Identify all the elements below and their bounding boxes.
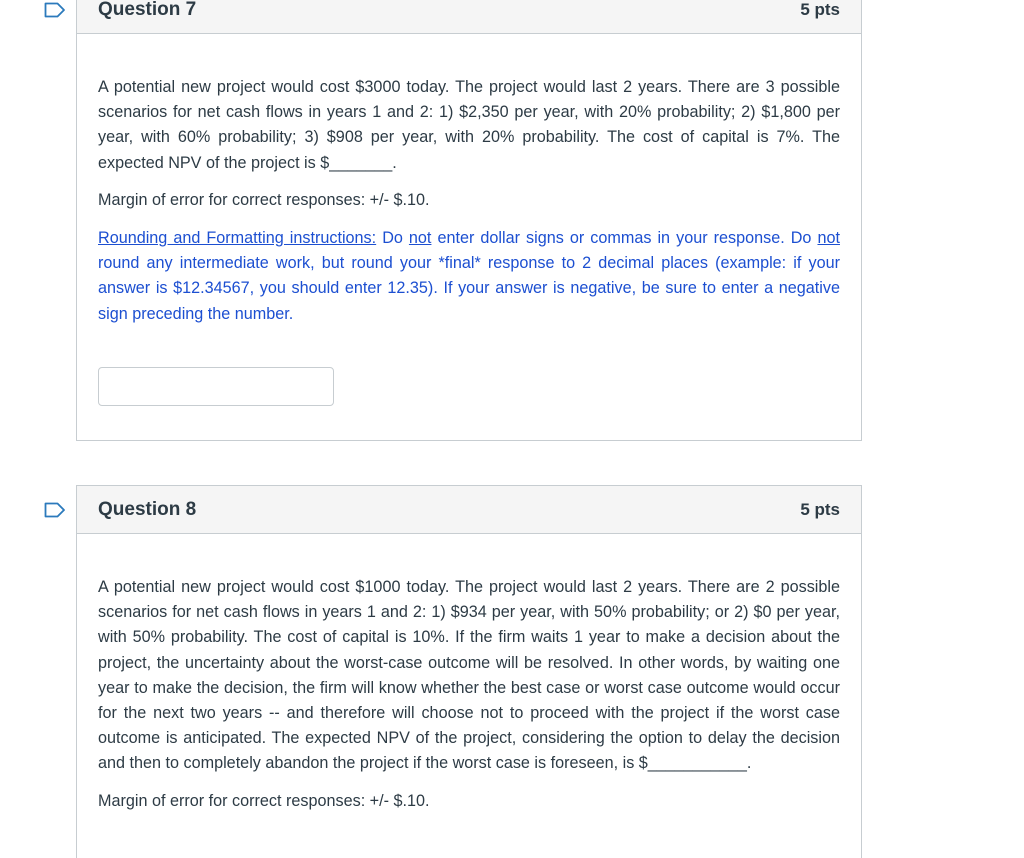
- margin-of-error: Margin of error for correct responses: +/- $.10.: [98, 190, 430, 209]
- rounding-label: Rounding and Formatting instructions:: [98, 229, 377, 248]
- question-text: A potential new project would cost $3000 today. The project would last 2 years. There are 3 possible scenarios for net cash flows in years 1 and 2: 1) $2,350 per year, with 20% probability; 2) $1,800 per year, with 60% probability; 3) $908 per year, with 20% probability. The cost of capital is 7%. The expected NPV of the project is $_______.: [98, 78, 840, 172]
- question-text: A potential new project would cost $1000 today. The project would last 2 years. There are 2 possible scenarios for net cash flows in years 1 and 2: 1) $934 per year, with 50% probability; or 2) $0 per year, with 50% probability. The cost of capital is 10%. If the firm waits 1 year to make a decision about the project, the uncertainty about the worst-case outcome will be resolved. In other words, by waiting one year to make the decision, the firm will know whether the best case or worst case outcome would occur for the next two years -- and therefore will choose not to proceed with the project if the worst case outcome is anticipated. The expected NPV of the project, considering the option to delay the decision and then to completely abandon the project if the worst case is foreseen, is $___________.: [98, 578, 840, 773]
- emphasis-not-1: not: [408, 229, 432, 248]
- question-body: [77, 34, 861, 406]
- question-title: Question 8: [98, 499, 197, 520]
- margin-of-error: Margin of error for correct responses: +/- $.10.: [98, 791, 430, 810]
- emphasis-not-2: not: [817, 229, 840, 248]
- question-8: [76, 485, 862, 858]
- question-points: 5 pts: [800, 0, 840, 19]
- flag-question-7-icon[interactable]: [44, 2, 66, 18]
- question-header: [77, 486, 861, 534]
- question-points: 5 pts: [800, 500, 840, 519]
- question-title: Question 7: [98, 0, 197, 20]
- rounding-text-2: enter dollar signs or commas in your response. Do: [431, 229, 818, 248]
- question-header: [77, 0, 861, 34]
- answer-input[interactable]: [98, 367, 334, 406]
- question-7: [76, 0, 862, 441]
- answer-wrapper: [98, 367, 840, 406]
- rounding-text-1: Do: [376, 229, 409, 248]
- flag-question-8-icon[interactable]: [44, 502, 66, 518]
- question-body: [77, 534, 861, 814]
- rounding-instructions: [98, 226, 840, 327]
- rounding-text-3: round any intermediate work, but round your *final* response to 2 decimal places (example: if your answer is $12.34567, you should enter 12.35). If your answer is negative, be sure to enter a negative sign preceding the number.: [98, 254, 840, 323]
